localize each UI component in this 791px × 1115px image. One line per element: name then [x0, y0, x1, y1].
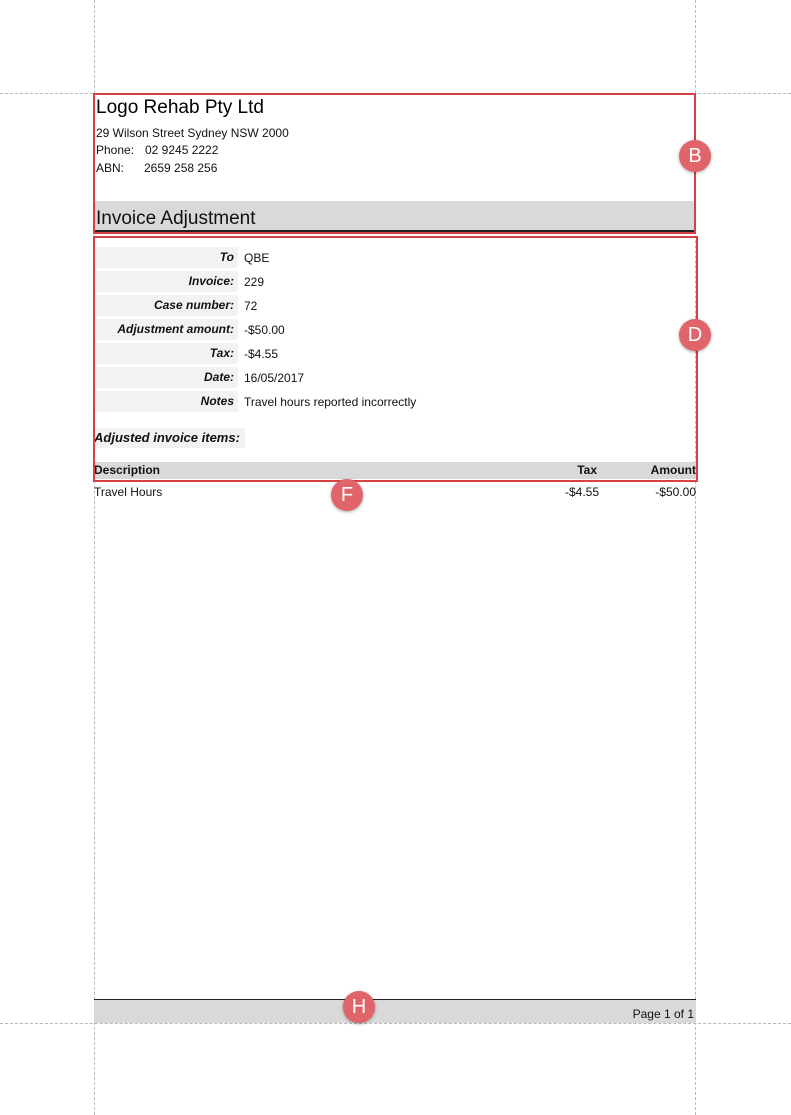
field-label-tax: Tax:	[95, 343, 238, 364]
header-tax: Tax	[577, 463, 597, 477]
header-amount: Amount	[650, 463, 696, 477]
phone-label: Phone:	[96, 143, 135, 157]
abn-label: ABN:	[96, 161, 125, 175]
page-footer	[94, 999, 696, 1023]
field-value-case-number: 72	[244, 299, 258, 313]
field-value-adjustment-amount: -$50.00	[244, 323, 285, 337]
field-label-invoice: Invoice:	[95, 271, 238, 292]
field-label-case-number: Case number:	[95, 295, 238, 316]
row-description: Travel Hours	[94, 485, 163, 499]
field-label-adjustment-amount: Adjustment amount:	[95, 319, 238, 340]
adjusted-items-heading: Adjusted invoice items:	[94, 428, 245, 448]
field-label-notes: Notes	[95, 391, 238, 412]
field-value-to: QBE	[244, 251, 270, 265]
document-title: Invoice Adjustment	[96, 208, 256, 229]
abn-value: 2659 258 256	[144, 161, 218, 175]
field-value-invoice: 229	[244, 275, 265, 289]
region-d-outline	[93, 236, 698, 482]
header-description: Description	[94, 463, 161, 477]
row-amount: -$50.00	[655, 485, 696, 499]
company-name: Logo Rehab Pty Ltd	[96, 97, 264, 118]
phone-value: 02 9245 2222	[145, 143, 219, 157]
company-address: 29 Wilson Street Sydney NSW 2000	[96, 126, 289, 140]
field-value-notes: Travel hours reported incorrectly	[244, 395, 417, 409]
page-number: Page 1 of 1	[632, 1007, 694, 1021]
field-value-tax: -$4.55	[244, 347, 279, 361]
field-label-to: To	[95, 247, 238, 268]
annotation-badge-f: F	[331, 479, 363, 511]
annotation-badge-h: H	[343, 991, 375, 1023]
bottom-margin-guide	[0, 1023, 791, 1024]
region-b-outline	[93, 93, 696, 234]
annotation-badge-d: D	[679, 319, 711, 351]
field-value-date: 16/05/2017	[244, 371, 305, 385]
annotation-badge-b: B	[679, 140, 711, 172]
field-label-date: Date:	[95, 367, 238, 388]
row-tax: -$4.55	[564, 485, 599, 499]
